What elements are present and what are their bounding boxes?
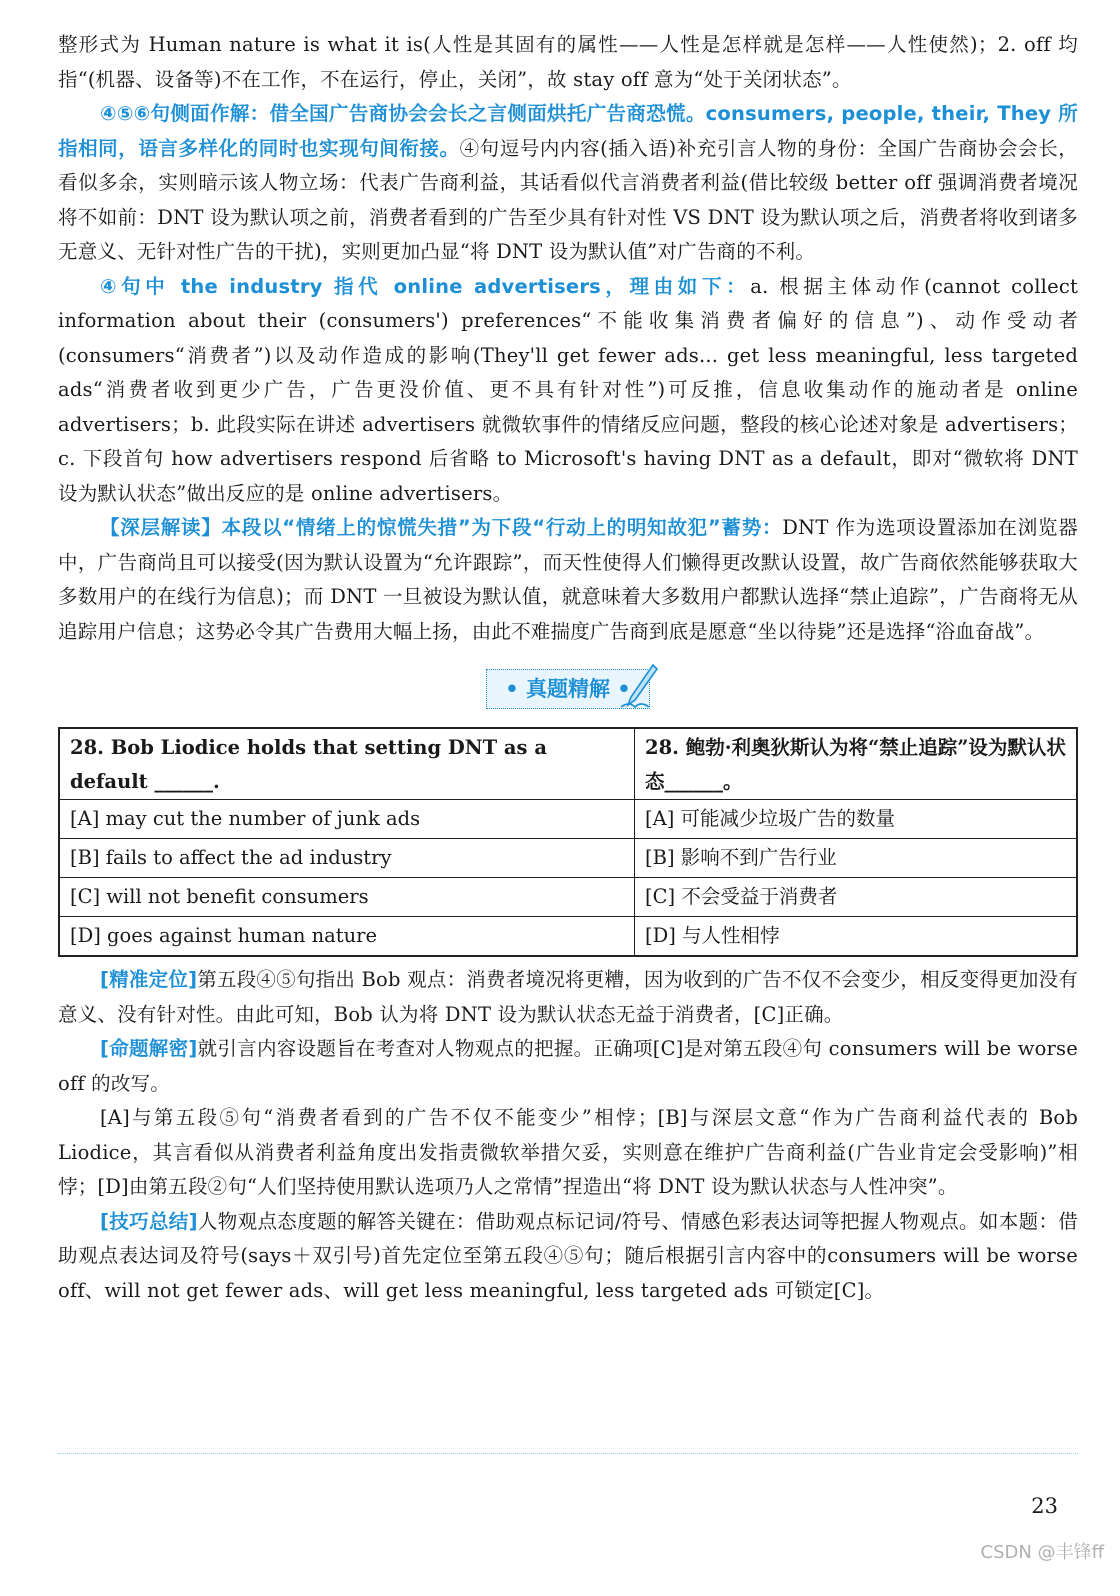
section-banner xyxy=(463,669,673,713)
paragraph-4 xyxy=(58,511,1078,649)
paragraph-4-highlight: 【深层解读】本段以“情绪上的惊慌失措”为下段“行动上的明知故犯”蓄势： xyxy=(100,516,783,539)
table-row xyxy=(59,728,1077,800)
paragraph-3-body: a. 根据主体动作(cannot collect information about their (consumers') preferences“不能收集消费者偏好的信息”)、动作受动者(consumers“消费者”)以及动作造成的影响(They'll get fewer ads... get less meaningful, less targeted ads“消费者收到更少广告，广告更没价值、更不具有针对性”)可反推，信息收集动作的施动者是 online advertisers；b. 此段实际在讲述 advertisers 就微软事件的情绪反应问题，整段的核心论述对象是 advertisers；c. 下段首句 how advertisers respond 后省略 to Microsoft's having DNT as a default，即对“微软将 DNT 设为默认状态”做出反应的是 online advertisers。 xyxy=(58,274,1078,505)
footer-divider xyxy=(58,1453,1078,1454)
pen-icon xyxy=(619,663,659,709)
option-a-en: [A] may cut the number of junk ads xyxy=(59,800,635,839)
question-stem-cn: 28. 鲍勃·利奥狄斯认为将“禁止追踪”设为默认状态______。 xyxy=(635,728,1078,800)
paragraph-3-highlight: ④句中 the industry 指代 online advertisers，理由如下： xyxy=(100,274,751,298)
option-d-en: [D] goes against human nature xyxy=(59,917,635,957)
table-row xyxy=(59,917,1077,957)
option-b-en: [B] fails to affect the ad industry xyxy=(59,839,635,878)
analysis-secret xyxy=(58,1032,1078,1101)
analysis-wrong-options: [A]与第五段⑤句“消费者看到的广告不仅不能变少”相悖；[B]与深层文意“作为广告商利益代表的 Bob Liodice，其言看似从消费者利益角度出发指责微软举措欠妥，实则意在维护广告商利益(广告业肯定会受影响)”相悖；[D]由第五段②句“人们坚持使用默认选项乃人之常情”捏造出“将 DNT 设为默认状态与人性冲突”。 xyxy=(58,1106,1078,1198)
paragraph-2 xyxy=(58,97,1078,270)
paragraph-2-highlight: ④⑤⑥句侧面作解：借全国广告商协会会长之言侧面烘托广告商恐慌。consumers, people, their, They 所指相同，语言多样化的同时也实现句间衔接。 xyxy=(58,102,1078,160)
skill-text: 人物观点态度题的解答关键在：借助观点标记词/符号、情感色彩表达词等把握人物观点。如本题：借助观点表达词及符号(says＋双引号)首先定位至第五段④⑤句；随后根据引言内容中的consumers will be worse off、will not get fewer ads、will get less meaningful, less targeted ads 可锁定[C]。 xyxy=(58,1209,1078,1302)
question-stem-en: 28. Bob Liodice holds that setting DNT as a default ______. xyxy=(59,728,635,800)
skill-tag: [技巧总结] xyxy=(100,1209,198,1233)
location-tag: [精准定位] xyxy=(100,968,198,991)
page-content xyxy=(58,28,1078,1308)
paragraph-3 xyxy=(58,270,1078,512)
table-row xyxy=(59,878,1077,917)
analysis-location xyxy=(58,963,1078,1032)
section-banner-label: • 真题精解 • xyxy=(486,669,649,709)
watermark: CSDN @丰锋ff xyxy=(980,1542,1104,1563)
paragraph-2-body: ④句逗号内内容(插入语)补充引言人物的身份：全国广告商协会会长，看似多余，实则暗示该人物立场：代表广告商利益，其话看似代言消费者利益(借比较级 better off 强调消费者境况将不如前：DNT 设为默认项之前，消费者看到的广告至少具有针对性 VS DNT 设为默认项之后，消费者将收到诸多无意义、无针对性广告的干扰)，实则更加凸显“将 DNT 设为默认值”对广告商的不利。 xyxy=(58,136,1078,263)
paragraph-4-body: DNT 作为选项设置添加在浏览器中，广告商尚且可以接受(因为默认设置为“允许跟踪”，而天性使得人们懒得更改默认设置，故广告商依然能够获取大多数用户的在线行为信息)；而 DNT 一旦被设为默认值，就意味着大多数用户都默认选择“禁止追踪”，广告商将无从追踪用户信息；这势必令其广告费用大幅上扬，由此不难揣度广告商到底是愿意“坐以待毙”还是选择“浴血奋战”。 xyxy=(58,516,1078,643)
option-a-cn: [A] 可能减少垃圾广告的数量 xyxy=(635,800,1078,839)
table-row xyxy=(59,800,1077,839)
option-d-cn: [D] 与人性相悖 xyxy=(635,917,1078,957)
option-b-cn: [B] 影响不到广告行业 xyxy=(635,839,1078,878)
paragraph-1: 整形式为 Human nature is what it is(人性是其固有的属性——人性是怎样就是怎样——人性使然)；2. off 均指“(机器、设备等)不在工作，不在运行，停止，关闭”，故 stay off 意为“处于关闭状态”。 xyxy=(58,33,1078,91)
option-c-cn: [C] 不会受益于消费者 xyxy=(635,878,1078,917)
location-text: 第五段④⑤句指出 Bob 观点：消费者境况将更糟，因为收到的广告不仅不会变少，相反变得更加没有意义、没有针对性。由此可知，Bob 认为将 DNT 设为默认状态无益于消费者，[C]正确。 xyxy=(58,968,1078,1026)
option-c-en: [C] will not benefit consumers xyxy=(59,878,635,917)
secret-text: 就引言内容设题旨在考查对人物观点的把握。正确项[C]是对第五段④句 consumers will be worse off 的改写。 xyxy=(58,1037,1078,1095)
secret-tag: [命题解密] xyxy=(100,1037,198,1060)
page-number: 23 xyxy=(1031,1494,1058,1518)
question-table xyxy=(58,727,1078,957)
analysis-skill xyxy=(58,1205,1078,1309)
table-row xyxy=(59,839,1077,878)
